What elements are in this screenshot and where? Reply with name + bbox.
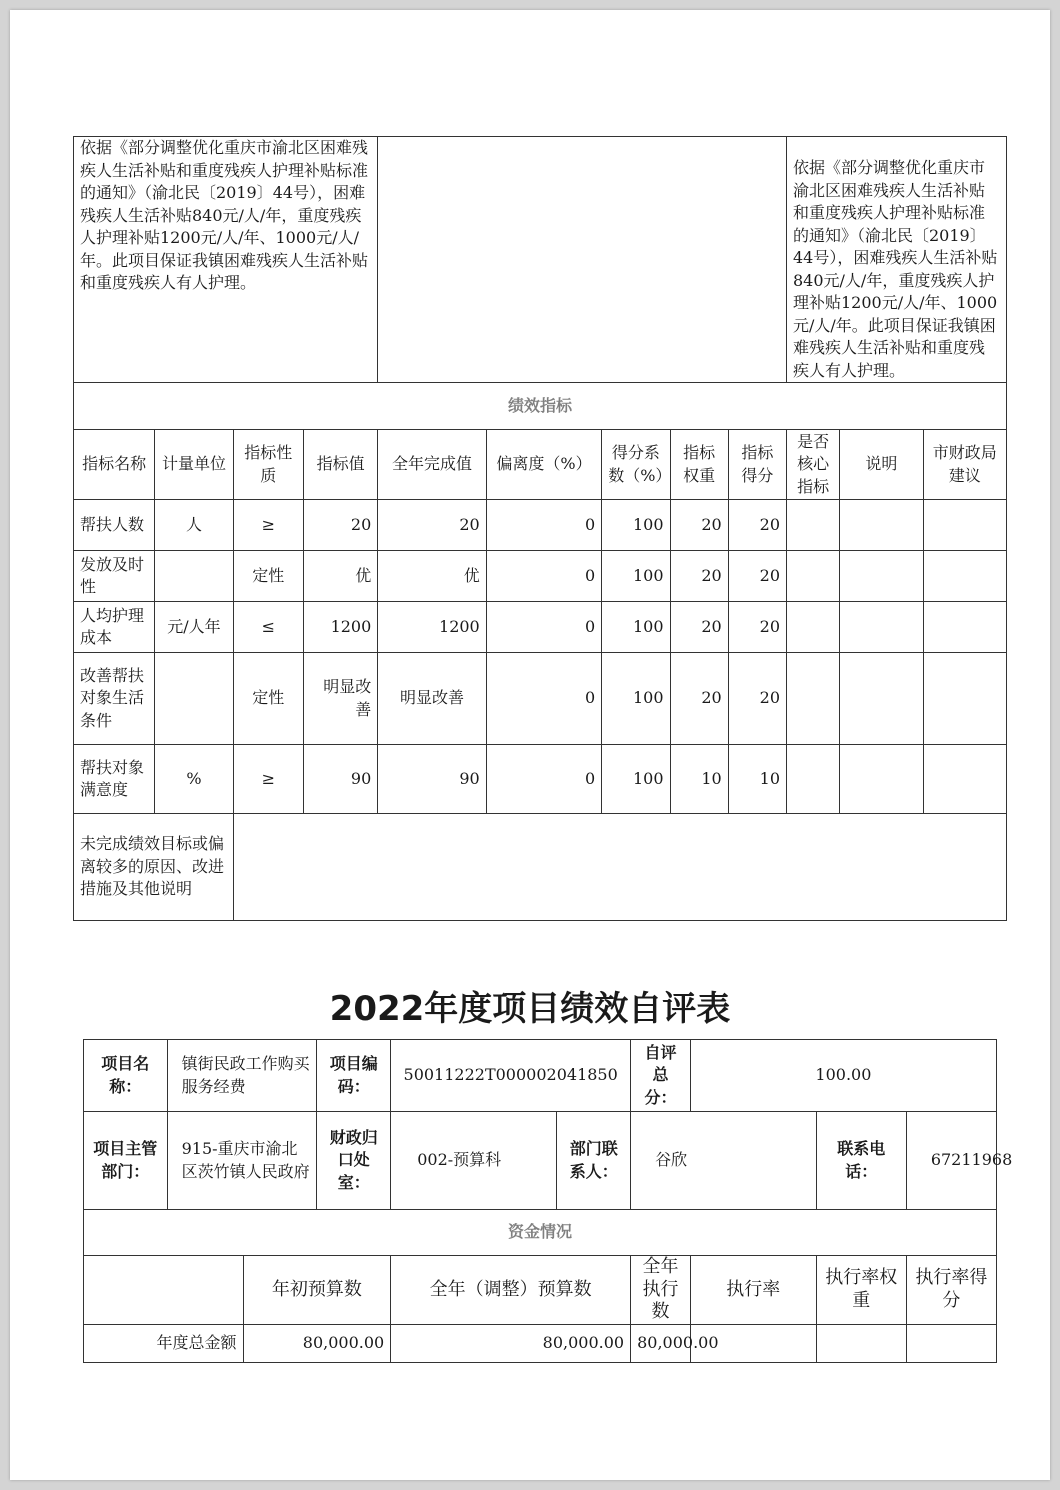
indicator-unit: % xyxy=(155,745,233,814)
indicator-core xyxy=(787,500,840,551)
self-score-label: 自评总分： xyxy=(631,1040,691,1112)
self-score-value: 100.00 xyxy=(690,1040,996,1112)
indicator-deviation: 0 xyxy=(486,745,601,814)
indicator-note xyxy=(840,653,923,745)
indicator-value: 1200 xyxy=(303,602,377,653)
indicator-coef: 100 xyxy=(602,500,670,551)
indicator-weight: 20 xyxy=(670,500,728,551)
indicator-score: 20 xyxy=(728,653,786,745)
fund-initial: 80,000.00 xyxy=(243,1324,391,1362)
indicator-actual: 明显改善 xyxy=(378,653,486,745)
funds-header-row xyxy=(84,1256,997,1325)
col-header: 是否核心指标 xyxy=(787,430,840,500)
indicator-deviation: 0 xyxy=(486,500,601,551)
indicator-actual: 20 xyxy=(378,500,486,551)
basis-right-text: 依据《部分调整优化重庆市渝北区困难残疾人生活补贴和重度残疾人护理补贴标准的通知》（渝北民〔2019〕44号），困难残疾人生活补贴840元/人/年，重度残疾人护理补贴1200元/人/年、1000元/人/年。此项目保证我镇困难残疾人生活补贴和重度残疾人有人护理。 xyxy=(787,137,1007,383)
finance-office-value: 002-预算科 xyxy=(391,1112,557,1210)
fund-row-label: 年度总金额 xyxy=(84,1324,244,1362)
col-header: 计量单位 xyxy=(155,430,233,500)
indicator-unit: 元/人年 xyxy=(155,602,233,653)
indicator-coef: 100 xyxy=(602,653,670,745)
col-header: 指标权重 xyxy=(670,430,728,500)
contact-label: 部门联系人： xyxy=(557,1112,631,1210)
indicator-coef: 100 xyxy=(602,745,670,814)
indicator-name: 人均护理成本 xyxy=(74,602,155,653)
col-header: 执行率得分 xyxy=(906,1256,996,1325)
indicator-unit xyxy=(155,653,233,745)
phone-value: 67211968 xyxy=(906,1112,996,1210)
indicator-unit: 人 xyxy=(155,500,233,551)
table-row xyxy=(74,745,1007,814)
project-code-label: 项目编码： xyxy=(317,1040,391,1112)
indicator-advice xyxy=(923,551,1006,602)
indicator-note xyxy=(840,602,923,653)
phone-label: 联系电话： xyxy=(816,1112,906,1210)
indicator-score: 20 xyxy=(728,500,786,551)
unfinished-value xyxy=(233,814,1006,921)
indicator-name: 改善帮扶对象生活条件 xyxy=(74,653,155,745)
indicator-score: 10 xyxy=(728,745,786,814)
col-header: 说明 xyxy=(840,430,923,500)
indicator-advice xyxy=(923,653,1006,745)
fund-score xyxy=(906,1324,996,1362)
project-form-table xyxy=(83,1039,1013,1363)
col-header: 全年执行数 xyxy=(631,1256,691,1325)
indicator-nature: ≤ xyxy=(233,602,303,653)
indicator-note xyxy=(840,745,923,814)
indicator-score: 20 xyxy=(728,602,786,653)
project-name-value: 镇街民政工作购买服务经费 xyxy=(167,1040,317,1112)
form-title: 2022年度项目绩效自评表 xyxy=(329,989,731,1029)
indicator-coef: 100 xyxy=(602,551,670,602)
table-row xyxy=(74,653,1007,745)
indicator-value: 90 xyxy=(303,745,377,814)
col-header: 指标得分 xyxy=(728,430,786,500)
indicator-core xyxy=(787,745,840,814)
project-row-1 xyxy=(84,1040,997,1112)
indicator-nature: ≥ xyxy=(233,500,303,551)
dept-value: 915-重庆市渝北区茨竹镇人民政府 xyxy=(167,1112,317,1210)
funds-section-title: 资金情况 xyxy=(84,1210,997,1256)
indicator-name: 发放及时性 xyxy=(74,551,155,602)
finance-office-label: 财政归口处室： xyxy=(317,1112,391,1210)
indicators-header-row xyxy=(74,430,1007,500)
unfinished-label: 未完成绩效目标或偏离较多的原因、改进措施及其他说明 xyxy=(74,814,234,921)
unfinished-row xyxy=(74,814,1007,921)
table-row xyxy=(84,1324,997,1362)
fund-adjusted: 80,000.00 xyxy=(391,1324,631,1362)
col-header: 执行率 xyxy=(690,1256,816,1325)
indicator-unit xyxy=(155,551,233,602)
indicator-nature: 定性 xyxy=(233,551,303,602)
col-header: 全年（调整）预算数 xyxy=(391,1256,631,1325)
col-header: 指标性质 xyxy=(233,430,303,500)
indicator-weight: 20 xyxy=(670,653,728,745)
basis-left-text: 依据《部分调整优化重庆市渝北区困难残疾人生活补贴和重度残疾人护理补贴标准的通知》（渝北民〔2019〕44号），困难残疾人生活补贴840元/人/年，重度残疾人护理补贴1200元/人/年、1000元/人/年。此项目保证我镇困难残疾人生活补贴和重度残疾人有人护理。 xyxy=(74,137,378,383)
indicator-weight: 20 xyxy=(670,602,728,653)
indicator-score: 20 xyxy=(728,551,786,602)
indicator-core xyxy=(787,653,840,745)
project-row-2 xyxy=(84,1112,997,1210)
col-header: 偏离度（%） xyxy=(486,430,601,500)
col-header: 得分系数（%） xyxy=(602,430,670,500)
indicator-value: 优 xyxy=(303,551,377,602)
indicator-actual: 1200 xyxy=(378,602,486,653)
indicator-actual: 优 xyxy=(378,551,486,602)
fund-weight xyxy=(816,1324,906,1362)
indicator-weight: 20 xyxy=(670,551,728,602)
indicator-actual: 90 xyxy=(378,745,486,814)
indicator-nature: 定性 xyxy=(233,653,303,745)
indicator-deviation: 0 xyxy=(486,551,601,602)
col-header: 指标名称 xyxy=(74,430,155,500)
indicator-nature: ≥ xyxy=(233,745,303,814)
table-row xyxy=(74,602,1007,653)
basis-middle-empty xyxy=(378,137,787,383)
indicator-deviation: 0 xyxy=(486,602,601,653)
col-header xyxy=(84,1256,244,1325)
indicator-name: 帮扶对象满意度 xyxy=(74,745,155,814)
dept-label: 项目主管部门： xyxy=(84,1112,168,1210)
indicator-value: 明显改善 xyxy=(303,653,377,745)
indicator-note xyxy=(840,500,923,551)
project-code-value: 50011222T000002041850 xyxy=(391,1040,631,1112)
document-page xyxy=(10,10,1050,1480)
indicator-deviation: 0 xyxy=(486,653,601,745)
project-name-label: 项目名称： xyxy=(84,1040,168,1112)
col-header: 市财政局建议 xyxy=(923,430,1006,500)
indicator-value: 20 xyxy=(303,500,377,551)
indicator-name: 帮扶人数 xyxy=(74,500,155,551)
indicators-section-title: 绩效指标 xyxy=(74,383,1007,430)
indicator-note xyxy=(840,551,923,602)
col-header: 执行率权重 xyxy=(816,1256,906,1325)
col-header: 指标值 xyxy=(303,430,377,500)
indicator-core xyxy=(787,551,840,602)
indicator-core xyxy=(787,602,840,653)
indicator-coef: 100 xyxy=(602,602,670,653)
contact-value: 谷欣 xyxy=(631,1112,817,1210)
fund-executed: 80,000.00 xyxy=(631,1324,691,1362)
indicator-weight: 10 xyxy=(670,745,728,814)
performance-table xyxy=(73,136,1007,921)
table-row xyxy=(74,500,1007,551)
table-row xyxy=(74,551,1007,602)
basis-row xyxy=(74,137,1007,383)
col-header: 年初预算数 xyxy=(243,1256,391,1325)
col-header: 全年完成值 xyxy=(378,430,486,500)
indicator-advice xyxy=(923,500,1006,551)
indicator-advice xyxy=(923,745,1006,814)
indicator-advice xyxy=(923,602,1006,653)
